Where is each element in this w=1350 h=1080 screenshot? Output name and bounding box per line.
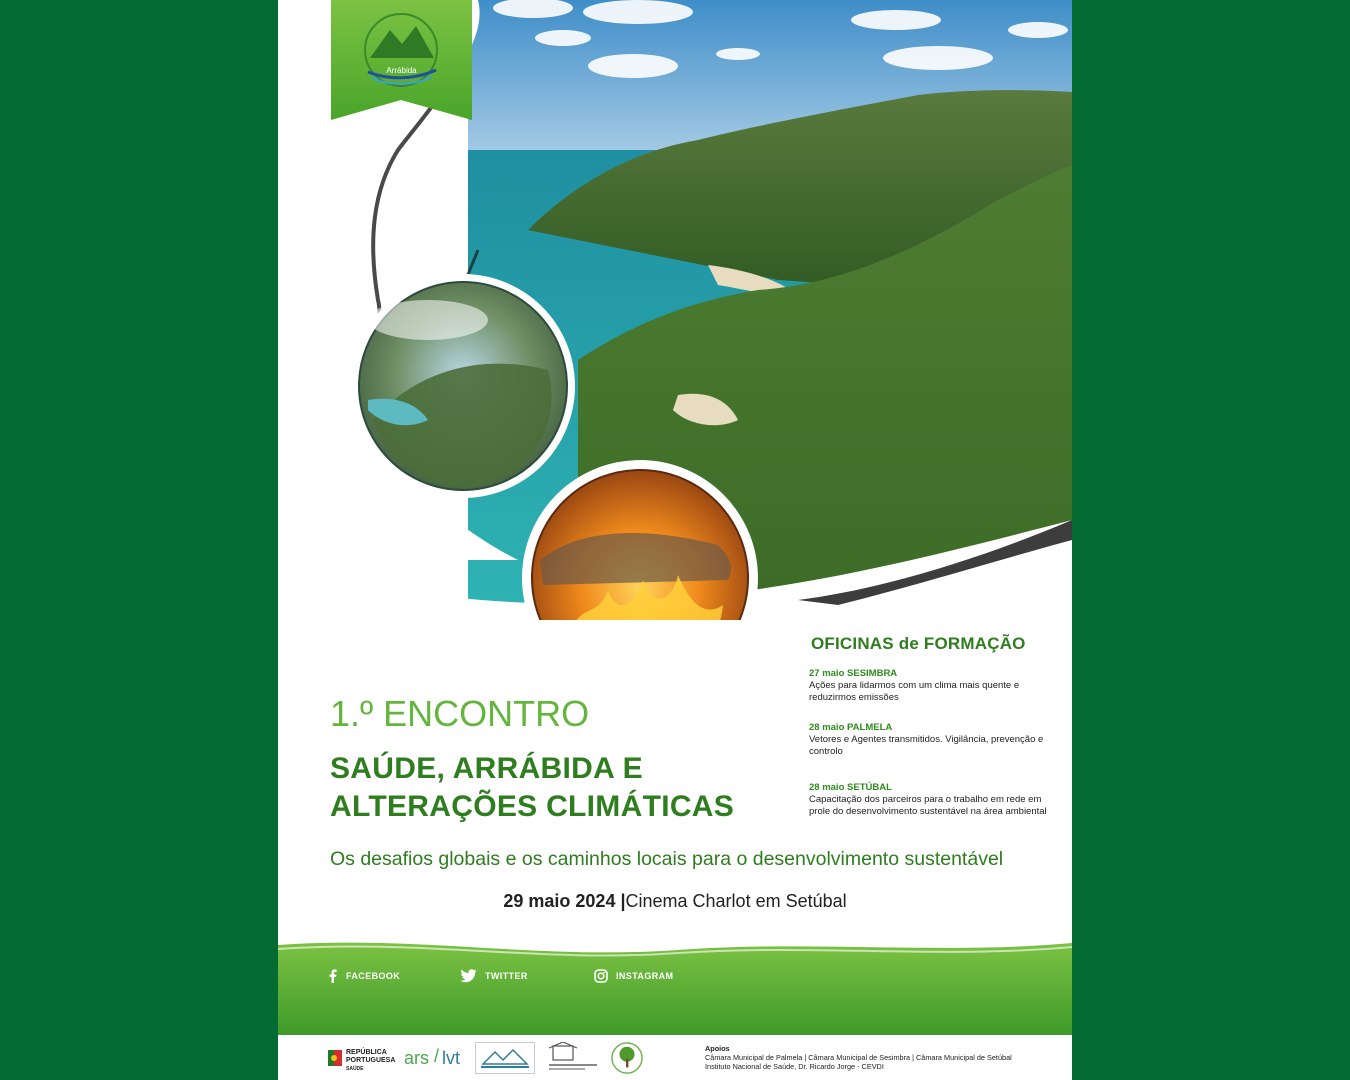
workshop-item [809, 668, 1059, 704]
date-separator: | [620, 891, 626, 911]
republica-portuguesa-logo [328, 1042, 398, 1074]
event-date: 29 maio 2024 [503, 891, 616, 911]
workshops-heading: OFICINAS de FORMAÇÃO [811, 634, 1026, 653]
saude-publica-unit-logo [545, 1042, 601, 1074]
workshops-section [809, 634, 1059, 833]
facebook-link[interactable] [328, 969, 400, 983]
republica-line-1: REPÚBLICA [346, 1049, 387, 1056]
workshop-description: Vetores e Agentes transmitidos. Vigilância, prevenção e controlo [809, 734, 1044, 757]
supporters-block [705, 1044, 1065, 1071]
republica-flag-icon [328, 1048, 342, 1068]
twitter-label: TWITTER [485, 971, 528, 981]
hero-landscape-image [278, 0, 1072, 620]
event-title [330, 750, 734, 826]
tree-logo-icon [610, 1042, 644, 1074]
supporters-line-1: Câmara Municipal de Palmela | Câmara Municipal de Sesimbra | Câmara Municipal de Setúbal [705, 1053, 1012, 1062]
event-venue: Cinema Charlot em Setúbal [625, 891, 847, 911]
workshop-description: Capacitação dos parceiros para o trabalho em rede em prole do desenvolvimento sustentável na área ambiental [809, 794, 1047, 817]
logo-caption: Arrábida [386, 66, 417, 75]
poster [278, 0, 1072, 1080]
event-date-venue [278, 891, 1072, 912]
supporters-line-2: Instituto Nacional de Saúde, Dr. Ricardo Jorge - CEVDI [705, 1062, 884, 1071]
event-subtitle: Os desafios globais e os caminhos locais para o desenvolvimento sustentável [330, 848, 1004, 870]
workshop-date: 27 maio SESIMBRA [809, 668, 898, 679]
event-title-line-1: SAÚDE, ARRÁBIDA E [330, 752, 643, 785]
encontro-heading: 1.º ENCONTRO [330, 693, 590, 734]
ars-text: ars [404, 1048, 430, 1068]
footer-wave [278, 935, 1072, 1035]
twitter-icon [460, 969, 477, 983]
workshop-item [809, 782, 1059, 818]
instagram-link[interactable] [594, 969, 673, 983]
workshop-description: Ações para lidarmos com um clima mais quente e reduzirmos emissões [809, 680, 1020, 703]
facebook-icon [328, 969, 338, 983]
workshop-date: 28 maio PALMELA [809, 722, 893, 733]
lvt-text: lvt [442, 1048, 460, 1068]
supporters-heading: Apoios [705, 1044, 730, 1053]
workshop-item [809, 722, 1059, 758]
ars-lvt-logo [404, 1042, 466, 1074]
event-title-line-2: ALTERAÇÕES CLIMÁTICAS [330, 790, 735, 823]
republica-line-3: SAÚDE [346, 1066, 364, 1072]
instagram-icon [594, 969, 608, 983]
coastal-orb-image [351, 274, 575, 498]
ces-arrabida-logo [475, 1042, 535, 1074]
republica-line-2: PORTUGUESA [346, 1057, 396, 1064]
facebook-label: FACEBOOK [346, 971, 401, 981]
ars-divider-icon: / [434, 1046, 440, 1066]
twitter-link[interactable] [460, 969, 528, 983]
instagram-label: INSTAGRAM [616, 971, 674, 981]
workshop-date: 28 maio SETÚBAL [809, 782, 892, 793]
